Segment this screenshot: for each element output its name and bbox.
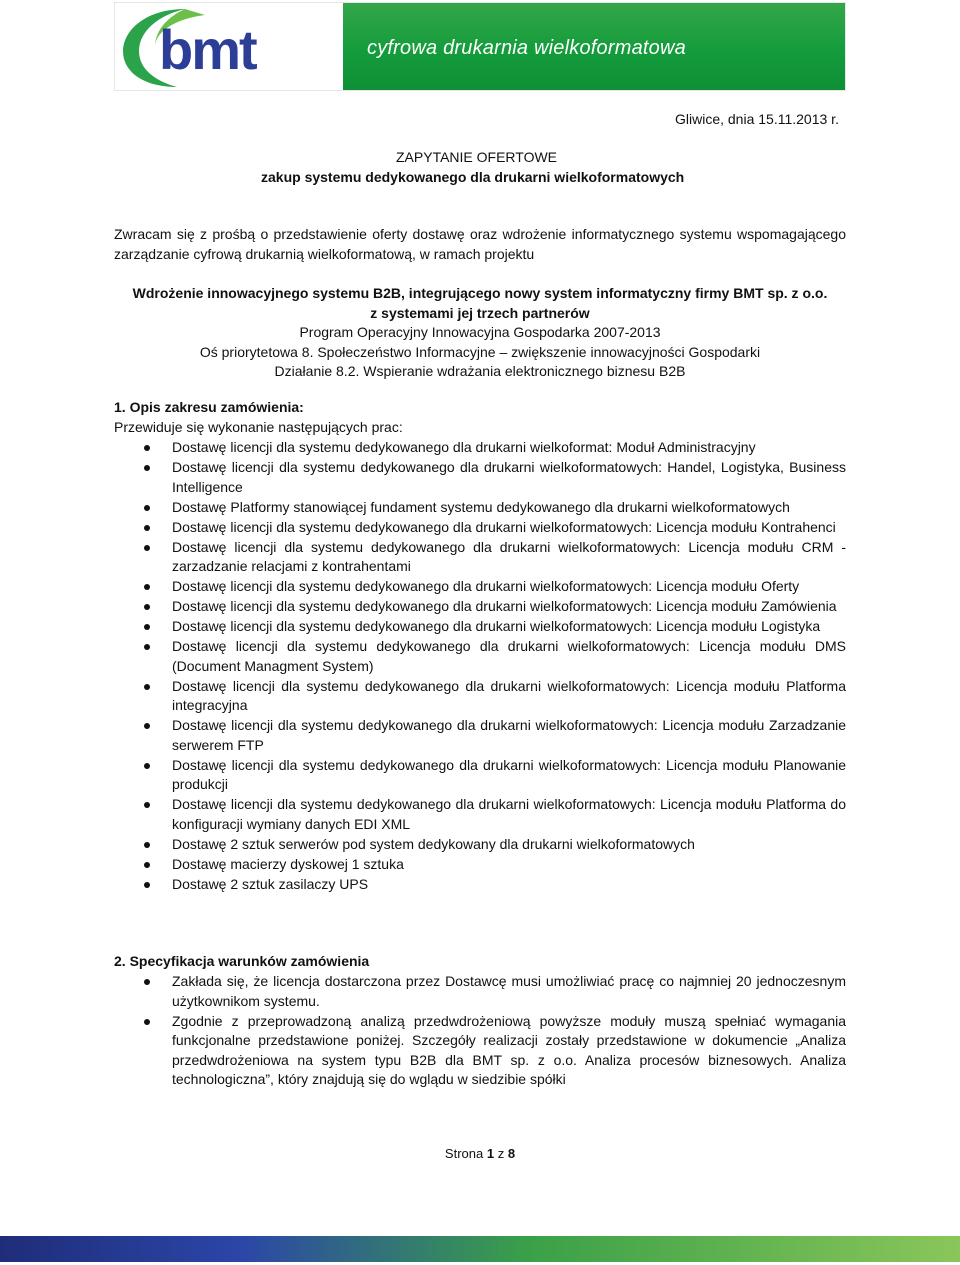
bullet-icon bbox=[144, 1019, 150, 1025]
bullet-icon bbox=[144, 624, 150, 630]
list-item-text: Dostawę licencji dla systemu dedykowanego dla drukarni wielkoformatowych: Licencja modułu Planowanie produkcji bbox=[172, 756, 846, 792]
list-item bbox=[114, 438, 846, 458]
project-program: Program Operacyjny Innowacyjna Gospodarka 2007-2013 bbox=[299, 324, 661, 340]
page-total: 8 bbox=[507, 1146, 516, 1161]
page-prefix: Strona bbox=[444, 1146, 484, 1161]
project-name-line-2: z systemami jej trzech partnerów bbox=[370, 304, 590, 321]
list-item bbox=[114, 458, 846, 497]
bullet-icon bbox=[144, 842, 150, 848]
list-item-text: Dostawę Platformy stanowiącej fundament systemu dedykowanego dla drukarni wielkoformatowych bbox=[172, 498, 790, 515]
page-separator: z bbox=[497, 1146, 505, 1161]
bullet-icon bbox=[144, 525, 150, 531]
bullet-icon bbox=[144, 584, 150, 590]
bullet-icon bbox=[144, 465, 150, 471]
section-2-heading: 2. Specyfikacja warunków zamówienia bbox=[114, 953, 370, 969]
list-item-text: Dostawę licencji dla systemu dedykowanego dla drukarni wielkoformatowych: Handel, Logistyka, Business Intelligence bbox=[172, 459, 846, 495]
project-axis: Oś priorytetowa 8. Społeczeństwo Informacyjne – zwiększenie innowacyjności Gospodarki bbox=[199, 343, 761, 360]
bullet-icon bbox=[144, 763, 150, 769]
list-item bbox=[114, 855, 846, 875]
bullet-icon bbox=[144, 545, 150, 551]
list-item bbox=[114, 835, 846, 855]
list-item bbox=[114, 972, 846, 1011]
list-item-text: Dostawę licencji dla systemu dedykowanego dla drukarni wielkoformatowych: Licencja modułu Platforma do konfiguracji wymiany danych EDI XML bbox=[172, 796, 846, 832]
list-item bbox=[114, 795, 846, 834]
list-item-text: Dostawę 2 sztuk serwerów pod system dedykowany dla drukarni wielkoformatowych bbox=[172, 835, 695, 852]
title-line-2: zakup systemu dedykowanego dla drukarni wielkoformatowych bbox=[261, 169, 685, 185]
bullet-icon bbox=[144, 684, 150, 690]
section-1-list bbox=[114, 438, 846, 895]
list-item-text: Dostawę licencji dla systemu dedykowanego dla drukarni wielkoformatowych: Licencja modułu Zarzadzanie serwerem FTP bbox=[172, 717, 846, 753]
list-item bbox=[114, 577, 846, 597]
list-item bbox=[114, 597, 846, 617]
document-date: Gliwice, dnia 15.11.2013 r. bbox=[675, 111, 839, 127]
page-number bbox=[0, 1144, 960, 1164]
list-item bbox=[114, 677, 846, 716]
list-item bbox=[114, 756, 846, 795]
section-2-list bbox=[114, 972, 846, 1090]
list-item-text: Dostawę macierzy dyskowej 1 sztuka bbox=[172, 855, 404, 872]
list-item-text: Dostawę licencji dla systemu dedykowanego dla drukarni wielkoformatowych: Licencja modułu DMS (Document Managment System) bbox=[172, 638, 846, 674]
bullet-icon bbox=[144, 979, 150, 985]
bullet-icon bbox=[144, 802, 150, 808]
list-item bbox=[114, 498, 846, 518]
list-item-text: Dostawę licencji dla systemu dedykowanego dla drukarni wielkoformat: Moduł Administracyjny bbox=[172, 439, 756, 455]
section-1-lead: Przewiduje się wykonanie następujących prac: bbox=[114, 419, 403, 435]
list-item-text: Dostawę 2 sztuk zasilaczy UPS bbox=[172, 875, 369, 892]
title-line-1: ZAPYTANIE OFERTOWE bbox=[396, 149, 558, 165]
list-item bbox=[114, 875, 846, 895]
list-item-text: Dostawę licencji dla systemu dedykowanego dla drukarni wielkoformatowych: Licencja modułu Oferty bbox=[172, 578, 800, 594]
bullet-icon bbox=[144, 505, 150, 511]
list-item bbox=[114, 617, 846, 637]
bullet-icon bbox=[144, 723, 150, 729]
list-item bbox=[114, 1012, 846, 1090]
list-item bbox=[114, 716, 846, 755]
bullet-icon bbox=[144, 862, 150, 868]
header-banner bbox=[114, 2, 846, 91]
list-item-text: Dostawę licencji dla systemu dedykowanego dla drukarni wielkoformatowych: Licencja modułu Platforma integracyjna bbox=[172, 677, 846, 713]
list-item-text: Zakłada się, że licencja dostarczona przez Dostawcę musi umożliwiać pracę co najmniej 20 jednoczesnym użytkownikom systemu. bbox=[172, 973, 846, 1009]
bullet-icon bbox=[144, 644, 150, 650]
bullet-icon bbox=[144, 882, 150, 888]
list-item-text: Dostawę licencji dla systemu dedykowanego dla drukarni wielkoformatowych: Licencja modułu Zamówienia bbox=[172, 598, 837, 614]
section-1-heading: 1. Opis zakresu zamówienia: bbox=[114, 399, 304, 415]
list-item bbox=[114, 518, 846, 538]
project-name-line-1: Wdrożenie innowacyjnego systemu B2B, integrującego nowy system informatyczny firmy BMT sp. z o.o. bbox=[132, 285, 828, 301]
bullet-icon bbox=[144, 445, 150, 451]
list-item-text: Dostawę licencji dla systemu dedykowanego dla drukarni wielkoformatowych: Licencja modułu Logistyka bbox=[172, 618, 821, 634]
project-block bbox=[114, 284, 846, 382]
header-tagline: cyfrowa drukarnia wielkoformatowa bbox=[367, 37, 686, 59]
page-current: 1 bbox=[486, 1146, 495, 1161]
list-item-text: Dostawę licencji dla systemu dedykowanego dla drukarni wielkoformatowych: Licencja modułu CRM - zarzadzanie relacjami z kontrahentami bbox=[172, 538, 846, 574]
bmt-logo bbox=[115, 3, 343, 90]
list-item-text: Dostawę licencji dla systemu dedykowanego dla drukarni wielkoformatowych: Licencja modułu Kontrahenci bbox=[172, 518, 836, 535]
project-action: Działanie 8.2. Wspieranie wdrażania elektronicznego biznesu B2B bbox=[274, 363, 686, 379]
footer-color-bar bbox=[0, 1236, 960, 1262]
bmt-logo-text: bmt bbox=[159, 18, 256, 81]
list-item bbox=[114, 637, 846, 676]
bullet-icon bbox=[144, 604, 150, 610]
list-item bbox=[114, 538, 846, 577]
list-item-text: Zgodnie z przeprowadzoną analizą przedwdrożeniową powyższe moduły muszą spełniać wymagania funkcjonalne przedstawione poniżej. Szczegóły realizacji zostały przedstawione w dokumencie „Analiza przedwdrożeniowa na system typu B2B dla BMT sp. z o.o. Analiza procesów biznesowych. Analiza technologiczna”, który znajdują się do wglądu w siedzibie spółki bbox=[172, 1012, 846, 1087]
intro-paragraph: Zwracam się z prośbą o przedstawienie oferty dostawę oraz wdrożenie informatycznego systemu wspomagającego zarządzanie cyfrową drukarnią wielkoformatową, w ramach projektu bbox=[114, 226, 846, 262]
